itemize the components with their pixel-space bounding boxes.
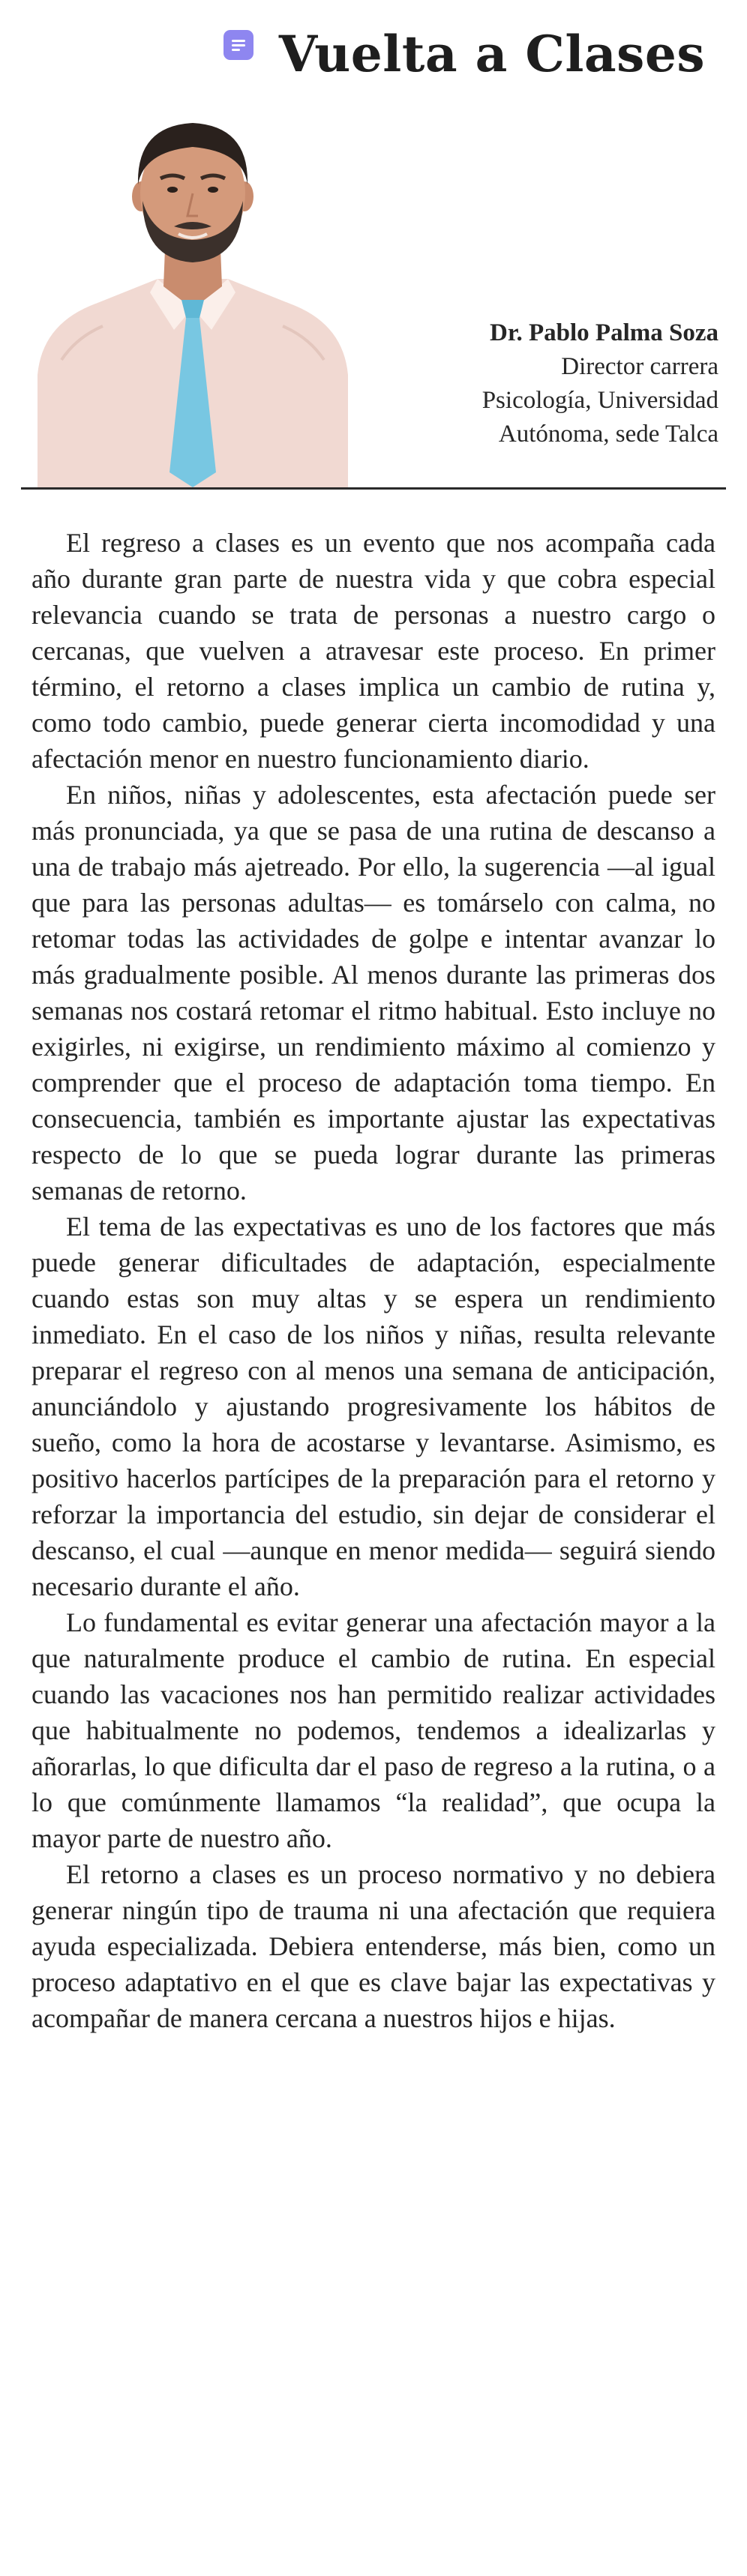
author-portrait	[32, 112, 354, 487]
author-name: Dr. Pablo Palma Soza	[490, 319, 718, 346]
header-divider	[21, 487, 726, 490]
article-paragraph: Lo fundamental es evitar generar una afectación mayor a la que naturalmente produce el cambio de rutina. En especial cuando las vacaciones nos han permitido realizar actividades que habitualmente no podemos, tendemos a idealizarlas y añorarlas, lo que dificulta dar el paso de regreso a la rutina, o a lo que comúnmente llamamos “la realidad”, que ocupa la mayor parte de nuestro año.	[32, 1607, 716, 1853]
document-icon[interactable]	[224, 30, 254, 60]
author-role-line: Director carrera	[561, 353, 718, 380]
author-role-line: Psicología, Universidad	[482, 387, 718, 414]
article-paragraph: El retorno a clases es un proceso normativo y no debiera generar ningún tipo de trauma ni una afectación que requiera ayuda especializada. Debiera entenderse, más bien, como un proceso adaptativo en el que es clave bajar las expectativas y acompañar de manera cercana a nuestros hijos e hijas.	[32, 1859, 716, 2033]
author-role-line: Autónoma, sede Talca	[498, 421, 718, 448]
article-paragraph: En niños, niñas y adolescentes, esta afectación puede ser más pronunciada, ya que se pasa de una rutina de descanso a una de trabajo más ajetreado. Por ello, la sugerencia —al igual que para las personas adultas— es tomárselo con calma, no retomar todas las actividades de golpe e intentar avanzar lo más gradualmente posible. Al menos durante las primeras dos semanas nos costará retomar el ritmo habitual. Esto incluye no exigirles, ni exigirse, un rendimiento máximo al comienzo y comprender que el proceso de adaptación toma tiempo. En consecuencia, también es importante ajustar las expectativas respecto de lo que se pueda lograr durante las primeras semanas de retorno.	[32, 780, 716, 1206]
article-paragraph: El tema de las expectativas es uno de los factores que más puede generar dificultades de adaptación, especialmente cuando estas son muy altas y se espera un rendimiento inmediato. En el caso de los niños y niñas, resulta relevante preparar el regreso con al menos una semana de anticipación, anunciándolo y ajustando progresivamente los hábitos de sueño, como la hora de acostarse y levantarse. Asimismo, es positivo hacerlos partícipes de la preparación para el retorno y reforzar la importancia del estudio, sin dejar de considerar el descanso, el cual —aunque en menor medida— seguirá siendo necesario durante el año.	[32, 1212, 716, 1601]
article-header	[0, 0, 747, 495]
article-body	[32, 525, 716, 2036]
author-byline	[482, 316, 718, 451]
article-paragraph: El regreso a clases es un evento que nos acompaña cada año durante gran parte de nuestra vida y que cobra especial relevancia cuando se trata de personas a nuestro cargo o cercanas, que vuelven a atravesar este proceso. En primer término, el retorno a clases implica un cambio de rutina y, como todo cambio, puede generar cierta incomodidad y una afectación menor en nuestro funcionamiento diario.	[32, 528, 716, 774]
page-title: Vuelta a Clases	[278, 25, 705, 83]
